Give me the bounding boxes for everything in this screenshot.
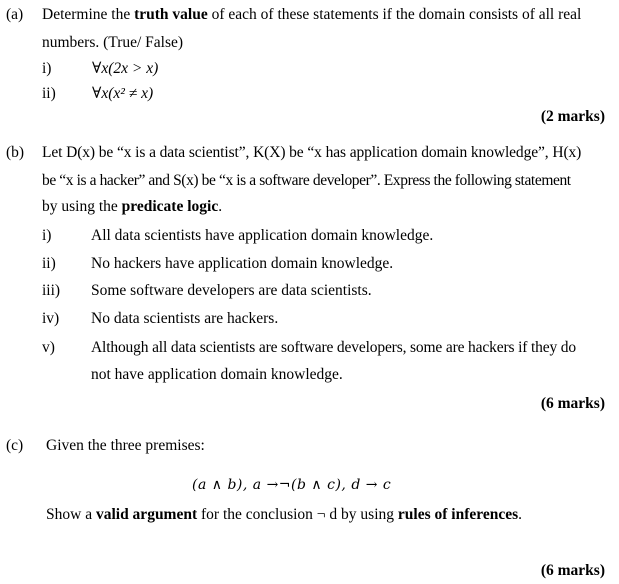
part-b-item-1-text: All data scientists have application domain knowledge. [91,227,434,244]
part-b-item-2-num: ii) [42,255,56,272]
part-b-item-3-text: Some software developers are data scientists. [91,282,372,299]
part-c-line-pre: Show a [46,506,96,523]
part-b-item-2-text: No hackers have application domain knowledge. [91,255,394,272]
part-b-marks: (6 marks) [540,395,605,412]
part-b-item-3-num: iii) [42,282,61,299]
part-b-question-line2: be “x is a hacker” and S(x) be “x is a software developer”. Express the following statement [42,172,571,189]
part-a-marks: (2 marks) [540,108,605,125]
part-b-line3-post: . [218,198,223,215]
part-b-question-line1: Let D(x) be “x is a data scientist”, K(X) be “x has application domain knowledge”, H(x) [42,144,582,161]
part-a-line1-post: of each of these statements if the domain consists of all real [207,6,582,23]
part-b-item-5-text: Although all data scientists are software developers, some are hackers if they do [91,339,576,356]
part-a-question-line2: numbers. (True/ False) [42,34,184,51]
part-b-item-4-text: No data scientists are hackers. [91,310,279,327]
part-c-line-bold1: valid argument [95,506,198,523]
part-c-intro: Given the three premises: [46,437,205,454]
part-b-item-5-text-cont: not have application domain knowledge. [91,366,343,383]
part-c-label: (c) [6,437,24,454]
part-c-line-post: . [518,506,523,523]
part-a-item-2-num: ii) [42,85,56,102]
part-a-item-1-expr: ∀x(2x > x) [92,60,159,77]
part-a-line1-pre: Determine the [42,6,135,23]
part-c-premises: (a ∧ b), a →¬(b ∧ c), d → c [192,477,392,493]
part-a-line1-bold: truth value [134,6,208,23]
part-a-label: (a) [6,6,24,23]
part-a-question-line1 [42,7,581,23]
part-a-item-1-num: i) [42,60,52,77]
part-c-marks: (6 marks) [540,562,605,579]
part-b-line3-pre: by using the [42,198,122,215]
part-c-line-bold2: rules of inferences [397,506,519,523]
part-b-question-line3 [42,199,222,215]
part-b-label: (b) [6,144,25,161]
part-a-item-2-expr: ∀x(x² ≠ x) [92,85,154,102]
part-c-line-mid: for the conclusion ¬ d by using [197,506,398,523]
part-b-line3-bold: predicate logic [121,198,219,215]
part-b-item-5-num: v) [42,339,55,356]
part-b-item-1-num: i) [42,227,52,244]
part-b-item-4-num: iv) [42,310,60,327]
part-c-instruction [46,507,522,523]
